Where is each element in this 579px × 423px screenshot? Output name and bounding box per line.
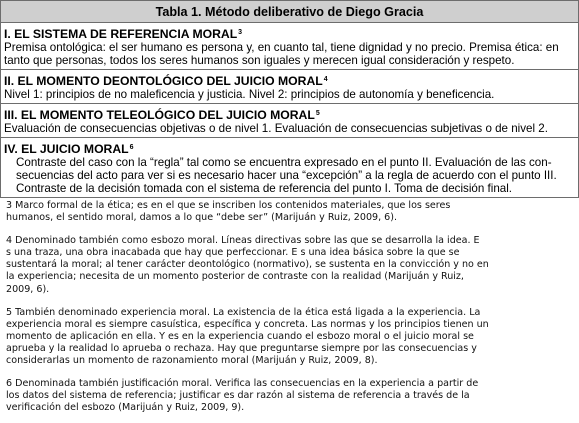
footnote-6 (6, 378, 576, 414)
footnote-ref: 6 (129, 144, 134, 151)
footnote-line: 4 Denominado también como esbozo moral. Líneas directivas sobre las que se desarrolla la idea. E (6, 235, 480, 247)
footnote-line: 6 Denominada también justificación moral. Verifica las consecuencias en la experiencia a partir de (6, 378, 479, 390)
footnote-line: la experiencia; necesita de un momento posterior de contraste con la realidad (Marijuán y Ruiz, (6, 271, 464, 283)
footnotes (6, 200, 576, 423)
footnote-line: considerarlas un momento de razonamiento moral (Marijuán y Ruiz, 2009, 8). (6, 355, 378, 367)
footnote-line: 2009, 6). (6, 283, 50, 295)
footnote-ref: 4 (323, 76, 328, 83)
footnote-line: 5 También denominado experiencia moral. La existencia de la ética está ligada a la experiencia. La (6, 306, 481, 318)
footnote-line: aprueba y la realidad lo aprueba o rechaza. Hay que preguntarse siempre por las consecuencias y (6, 342, 477, 354)
section-line: Contraste de la decisión tomada con el sistema de referencia del punto I. Toma de decisión final. (16, 182, 513, 195)
footnote-line: momento de aplicación en ella. Y es en la experiencia cuando el esbozo moral o el juicio moral se (6, 330, 474, 342)
section-title: IV. EL JUICIO MORAL$^6$ (4, 142, 134, 156)
footnote-line: 3 Marco formal de la ética; es en el que se inscriben los contenidos materiales, que los seres (6, 200, 451, 211)
section-line: Nivel 1: principios de no maleficencia y justicia. Nivel 2: principios de autonomía y beneficencia. (4, 88, 495, 101)
footnote-line: los datos del sistema de referencia; justificar es dar razón al sistema de referencia a través de la (6, 390, 470, 402)
footnote-line: humanos, el sentido moral, damos a lo que “debe ser” (Marijuán y Ruiz, 2009, 6). (6, 212, 398, 224)
footnote-4 (6, 235, 576, 295)
section-line: secuencias del acto para ver si es necesario hacer una “excepción” a la regla de acuerdo con el punto III. (16, 169, 557, 182)
footnote-3 (6, 200, 576, 224)
table-section-1 (1, 23, 578, 70)
footnote-line: sustentará la moral; al tener carácter deontológico (normativo), se sustenta en la convicción y no en (6, 259, 489, 271)
footnote-line: verificación del esbozo (Marijuán y Ruiz, 2009, 9). (6, 402, 245, 414)
table-section-3 (1, 104, 578, 138)
footnote-line: s una traza, una obra inacabada que hay que perfeccionar. E s una idea básica sobre la que se (6, 247, 460, 259)
method-table (0, 0, 579, 198)
section-body (4, 156, 575, 195)
footnote-ref: 5 (315, 110, 320, 117)
section-body (4, 122, 575, 135)
footnote-5 (6, 307, 576, 367)
section-title: II. EL MOMENTO DEONTOLÓGICO DEL JUICIO MORAL$^4$ (4, 74, 328, 88)
table-section-2 (1, 70, 578, 104)
section-body (4, 88, 575, 101)
section-line: Contraste del caso con la “regla” tal como se encuentra expresado en el punto II. Evaluación de las con- (16, 156, 552, 169)
table-section-4 (1, 138, 578, 197)
footnote-line: experiencia moral es siempre casuística, específica y concreta. Las normas y los principios tienen un (6, 318, 489, 330)
section-line: tanto que personas, todos los seres humanos son iguales y merecen igual consideración y respeto. (4, 54, 515, 67)
section-line: Premisa ontológica: el ser humano es persona y, en cuanto tal, tiene dignidad y no precio. Premisa ética: en (4, 41, 559, 54)
table-title: Tabla 1. Método deliberativo de Diego Gracia (1, 1, 578, 23)
footnote-ref: 3 (238, 29, 243, 36)
section-title: I. EL SISTEMA DE REFERENCIA MORAL$^3$ (4, 27, 243, 41)
section-line: Evaluación de consecuencias objetivas o de nivel 1. Evaluación de consecuencias subjetivas o de nivel 2. (4, 122, 548, 135)
section-body (4, 41, 575, 67)
section-title: III. EL MOMENTO TELEOLÓGICO DEL JUICIO MORAL$^5$ (4, 108, 320, 122)
